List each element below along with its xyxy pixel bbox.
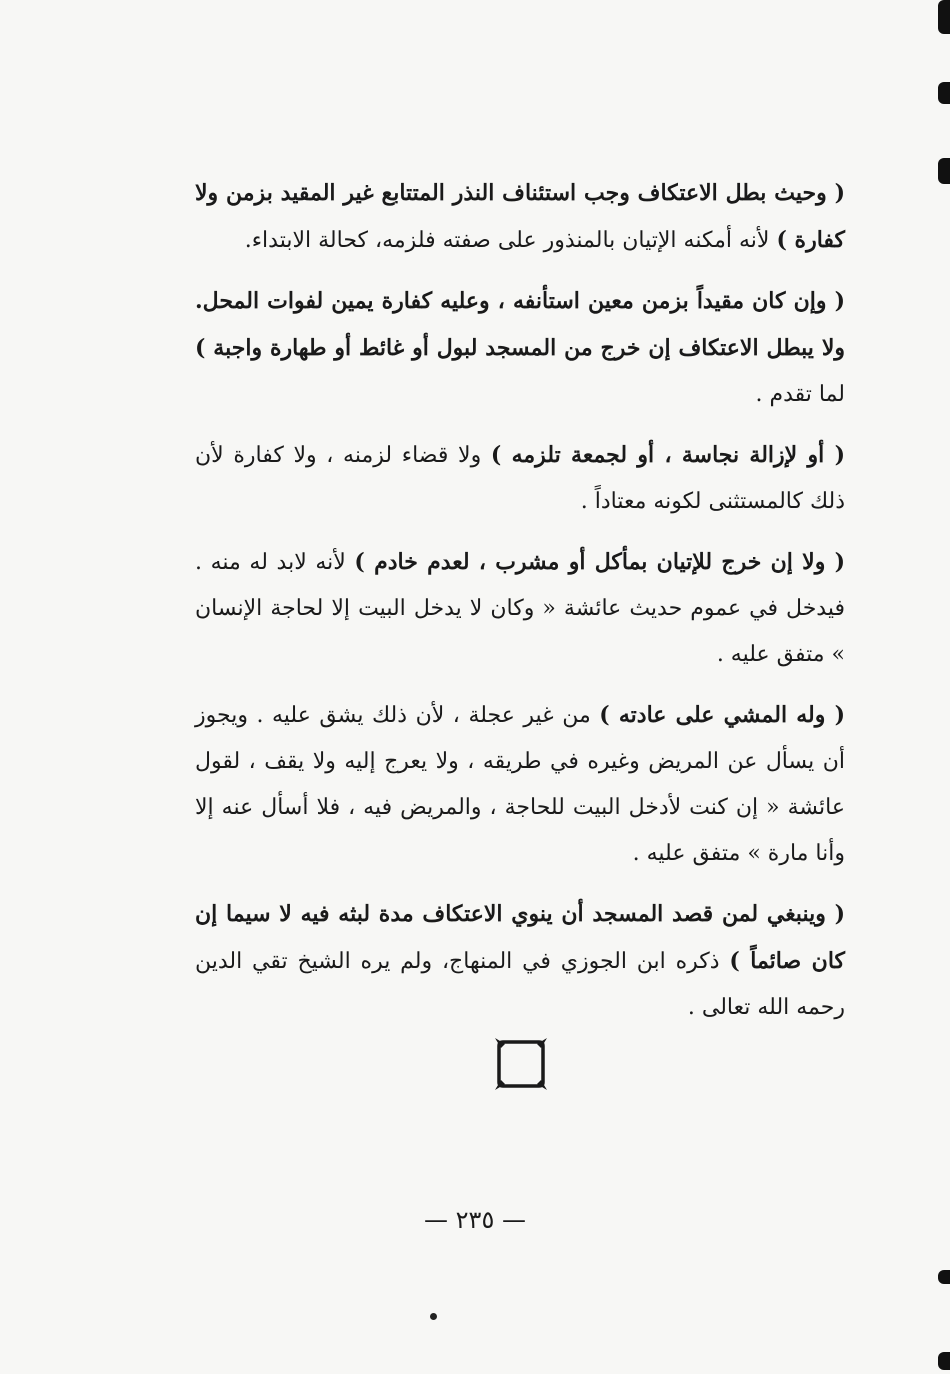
edge-binding-mark — [938, 158, 950, 184]
commentary-text: ولا قضاء لزمنه ، ولا كفارة لأن ذلك كالمستثنى لكونه معتاداً . — [195, 443, 845, 514]
matn-text: ( وله المشي على عادته ) — [599, 702, 845, 728]
commentary-text: لأنه أمكنه الإتيان بالمنذور على صفته فلزمه، كحالة الابتداء. — [244, 228, 777, 253]
edge-binding-mark — [938, 1352, 950, 1370]
edge-binding-mark — [938, 82, 950, 104]
paragraph-1 — [195, 170, 845, 264]
matn-text: ( وإن كان مقيداً بزمن معين استأنفه ، وعليه كفارة يمين لفوات المحل. ولا يبطل الاعتكاف إن خرج من المسجد لبول أو غائط أو طهارة واجبة ) — [195, 288, 845, 361]
paragraph-5 — [195, 692, 845, 877]
matn-text: ( ولا إن خرج للإتيان بمأكل أو مشرب ، لعدم خادم ) — [354, 549, 845, 575]
section-end-ornament-icon — [493, 1036, 549, 1092]
commentary-text: من غير عجلة ، لأن ذلك يشق عليه . ويجوز أن يسأل عن المريض وغيره في طريقه ، ولا يعرج إليه ولا يقف ، لقول عائشة « إن كنت لأدخل البيت للحاجة ، والمريض فيه ، فلا أسأل عنه إلا وأنا مارة » متفق عليه . — [195, 703, 845, 866]
paragraph-4 — [195, 539, 845, 678]
body-text — [195, 170, 845, 1045]
paragraph-2 — [195, 278, 845, 418]
edge-binding-mark — [938, 1270, 950, 1284]
paragraph-6 — [195, 891, 845, 1031]
page-number: — ٢٣٥ — — [424, 1206, 526, 1234]
commentary-text: لأنه لابد له منه . فيدخل في عموم حديث عائشة « وكان لا يدخل البيت إلا لحاجة الإنسان » متفق عليه . — [195, 550, 845, 667]
matn-text: ( أو لإزالة نجاسة ، أو لجمعة تلزمه ) — [490, 442, 845, 468]
edge-binding-mark — [938, 0, 950, 34]
ink-dot — [430, 1313, 437, 1320]
matn-text: ( وينبغي لمن قصد المسجد أن ينوي الاعتكاف مدة لبثه فيه لا سيما إن كان صائماً ) — [195, 901, 845, 974]
commentary-text: ذكره ابن الجوزي في المنهاج، ولم يره الشيخ تقي الدين رحمه الله تعالى . — [195, 949, 845, 1020]
paragraph-3 — [195, 432, 845, 525]
matn-text: ( وحيث بطل الاعتكاف وجب استئناف النذر المتتابع غير المقيد بزمن ولا كفارة ) — [195, 180, 845, 253]
commentary-text: لما تقدم . — [755, 382, 845, 407]
